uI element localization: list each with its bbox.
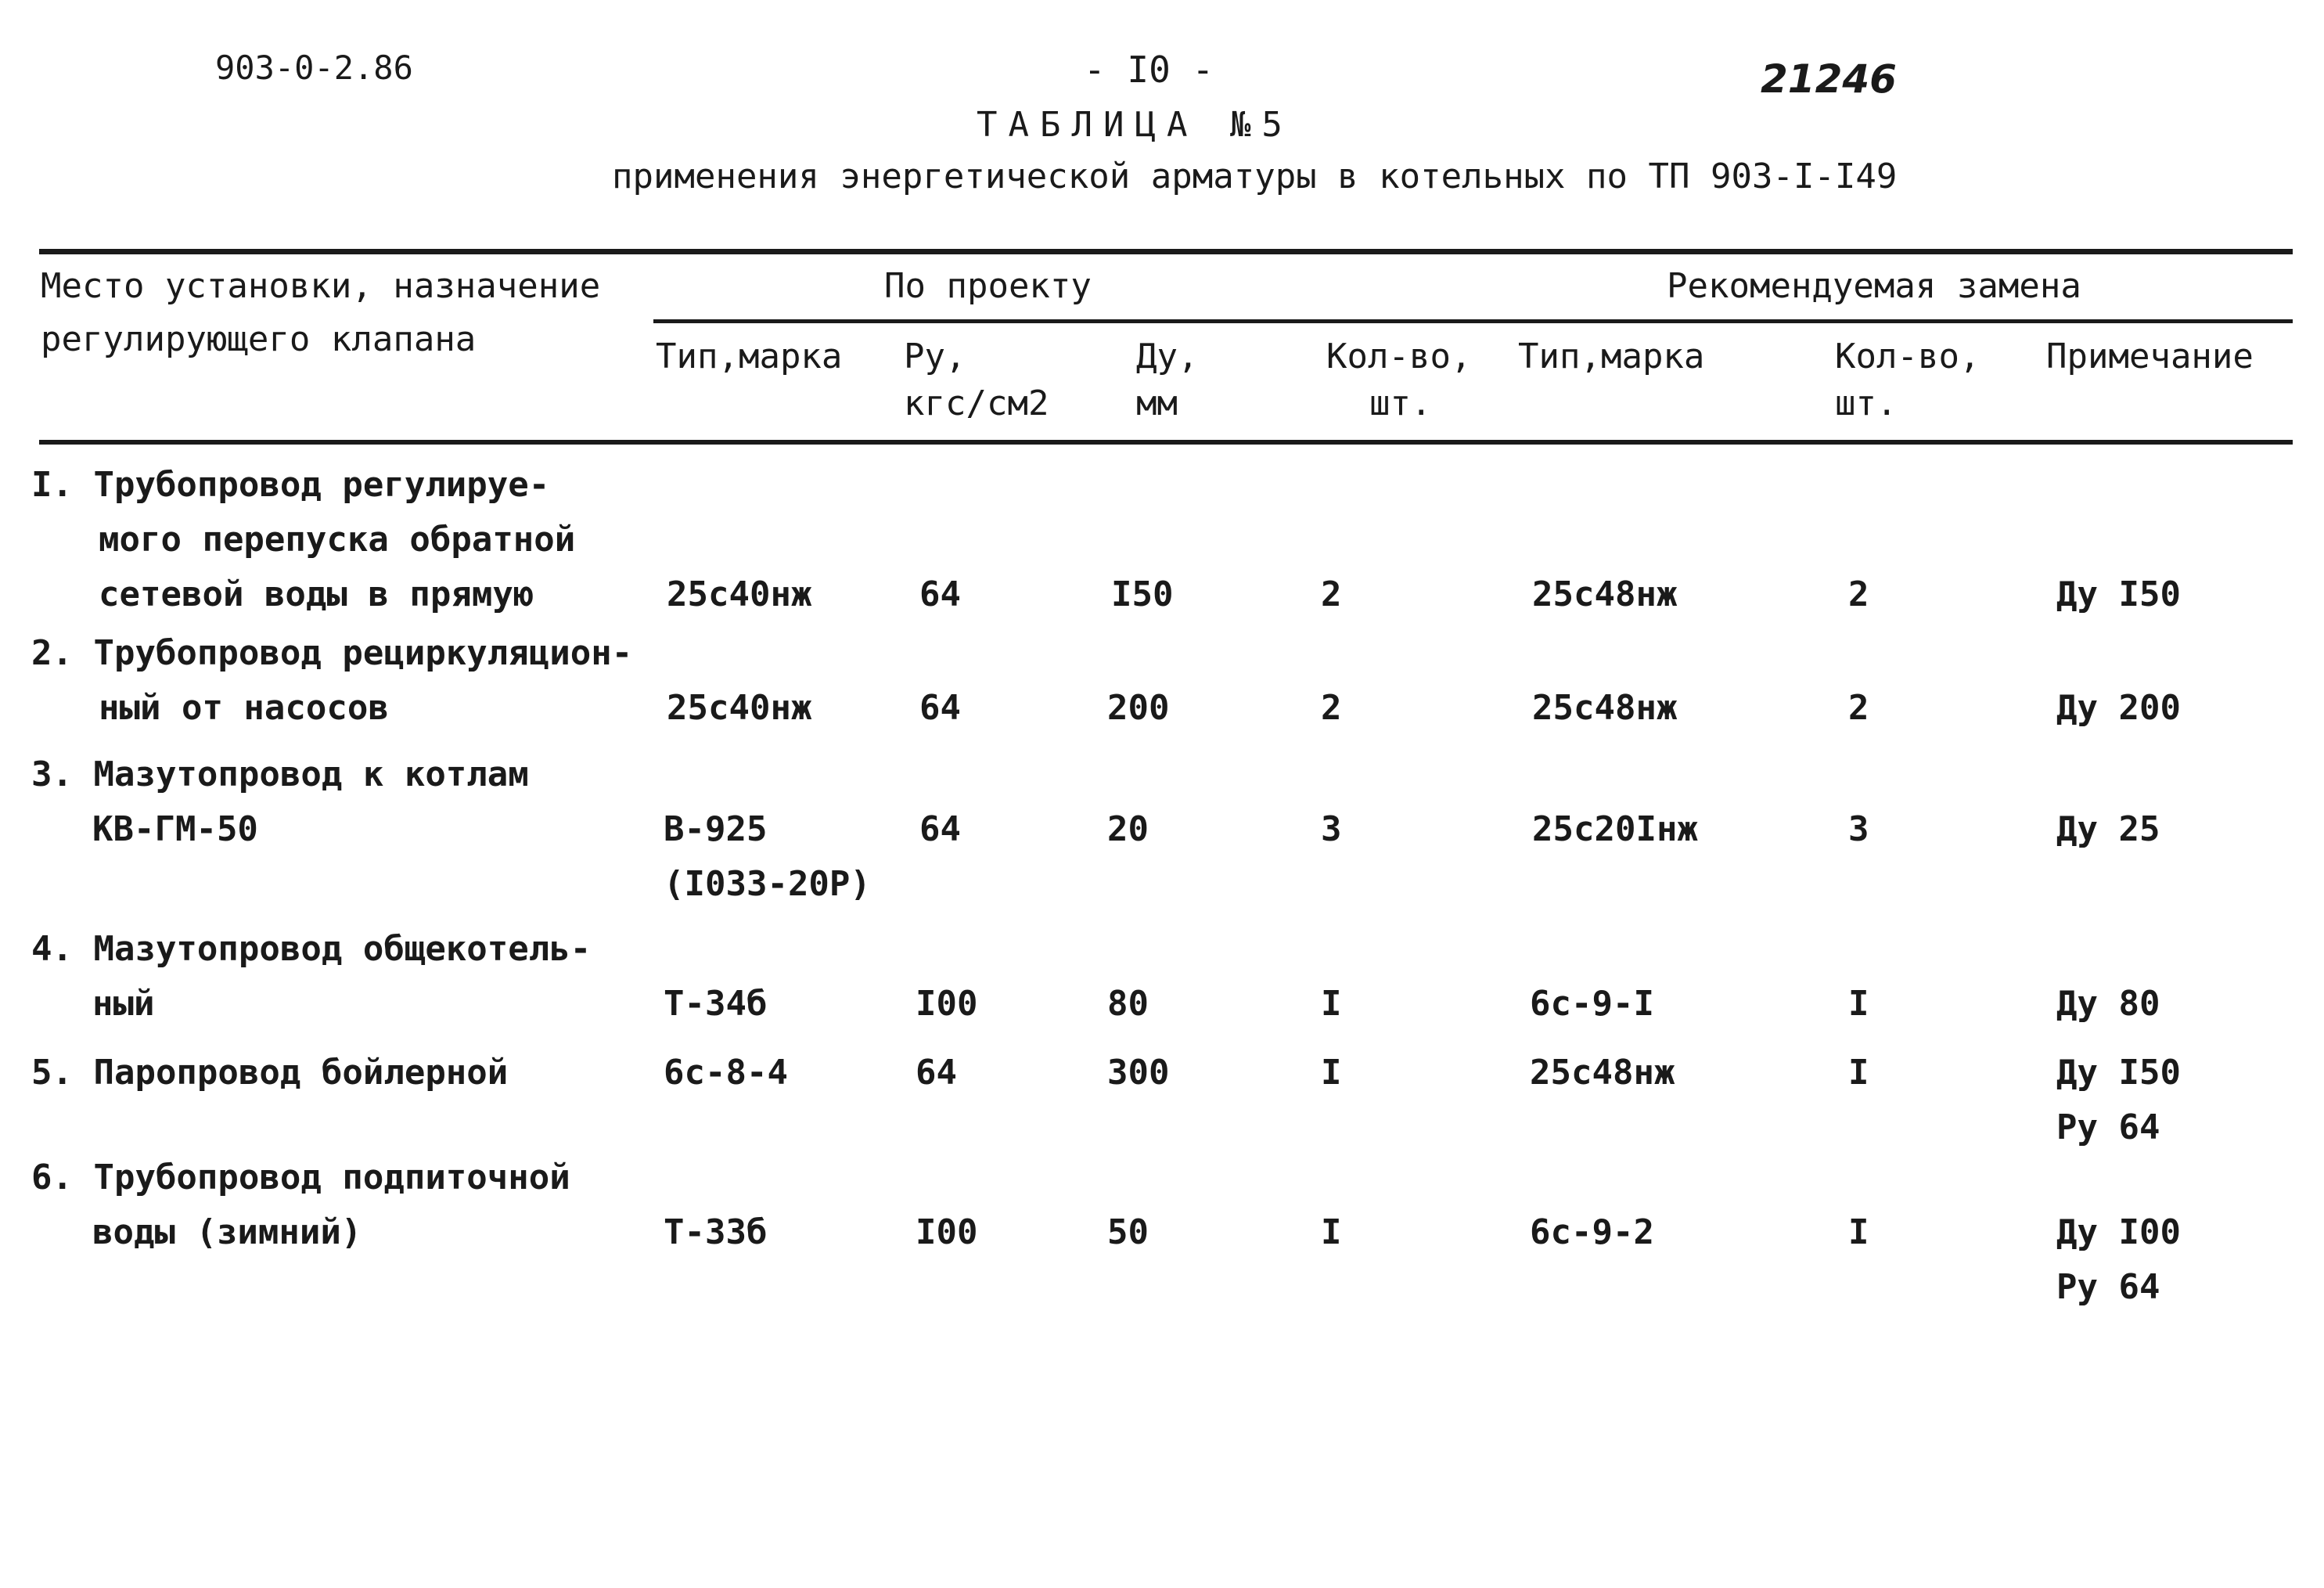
table-row-5-note: Ду I50 Ру 64 — [2056, 1053, 2181, 1147]
table-row-3-place: 3. Мазутопровод к котлам КВ-ГМ-50 — [31, 754, 529, 849]
table-row-4-type: Т-34б — [664, 984, 768, 1024]
table-row-2-rep-type: 25с48нж — [1532, 688, 1678, 728]
table-row-3-note: Ду 25 — [2056, 809, 2160, 849]
table-row-4-rep-qty: I — [1848, 984, 1869, 1024]
table-row-4-place: 4. Мазутопровод общекотель- ный — [31, 929, 592, 1024]
table-row-4-note: Ду 80 — [2056, 984, 2160, 1024]
table-title: ТАБЛИЦА №5 — [977, 105, 1293, 145]
col-group-replacement: Рекомендуемая замена — [1667, 266, 2081, 306]
col-header-type: Тип,марка — [656, 337, 843, 376]
handwritten-number: 21246 — [1761, 56, 1897, 102]
table-row-5-dy: 300 — [1107, 1053, 1170, 1093]
table-row-2-note: Ду 200 — [2056, 688, 2181, 728]
table-row-1-dy: I50 — [1111, 574, 1174, 614]
col-header-note: Примечание — [2046, 337, 2254, 376]
table-row-4-dy: 80 — [1107, 984, 1149, 1024]
col-group-project: По проекту — [884, 266, 1092, 306]
table-row-6-qty: I — [1321, 1212, 1342, 1252]
table-row-1-place: I. Трубопровод регулируе- мого перепуска обратной сетевой воды в прямую — [31, 465, 576, 614]
table-row-4-qty: I — [1321, 984, 1342, 1024]
table-row-2-rep-qty: 2 — [1848, 688, 1869, 728]
table-row-3-rep-qty: 3 — [1848, 809, 1869, 849]
table-row-5-qty: I — [1321, 1053, 1342, 1093]
table-row-6-rep-qty: I — [1848, 1212, 1869, 1252]
table-row-1-note: Ду I50 — [2056, 574, 2181, 614]
table-row-4-py: I00 — [916, 984, 978, 1024]
table-row-2-place: 2. Трубопровод рециркуляцион- ный от насосов — [31, 633, 633, 728]
table-row-2-py: 64 — [919, 688, 961, 728]
table-row-1-py: 64 — [919, 574, 961, 614]
page-number: - I0 - — [1084, 49, 1214, 91]
table-row-3-type: В-925 (I033-20Р) — [664, 809, 871, 904]
table-row-6-place: 6. Трубопровод подпиточной воды (зимний) — [31, 1158, 570, 1252]
col-header-py: Ру, кгс/см2 — [904, 337, 1049, 423]
table-row-6-rep-type: 6с-9-2 — [1530, 1212, 1654, 1252]
table-row-1-qty: 2 — [1321, 574, 1342, 614]
table-row-1-type: 25с40нж — [667, 574, 812, 614]
table-row-2-qty: 2 — [1321, 688, 1342, 728]
table-row-2-type: 25с40нж — [667, 688, 812, 728]
col-header-rep-qty: Кол-во, шт. — [1835, 337, 1980, 423]
table-row-1-rep-qty: 2 — [1848, 574, 1869, 614]
table-row-6-py: I00 — [916, 1212, 978, 1252]
col-header-rep-type: Тип,марка — [1518, 337, 1705, 376]
table-subtitle: применения энергетической арматуры в котельных по ТП 903-I-I49 — [612, 157, 1898, 196]
table-row-6-dy: 50 — [1107, 1212, 1149, 1252]
col-header-place: Место установки, назначение регулирующего клапана — [41, 266, 601, 359]
document-code: 903-0-2.86 — [215, 49, 413, 87]
table-row-1-rep-type: 25с48нж — [1532, 574, 1678, 614]
header-bottom-rule — [39, 440, 2293, 445]
col-header-qty: Кол-во, шт. — [1326, 337, 1472, 423]
table-row-6-note: Ду I00 Ру 64 — [2056, 1212, 2181, 1307]
table-row-5-place: 5. Паропровод бойлерной — [31, 1053, 509, 1093]
table-row-5-rep-qty: I — [1848, 1053, 1869, 1093]
group-header-rule — [653, 319, 2293, 323]
table-row-3-py: 64 — [919, 809, 961, 849]
table-row-3-dy: 20 — [1107, 809, 1149, 849]
table-row-5-type: 6с-8-4 — [664, 1053, 788, 1093]
table-row-5-py: 64 — [916, 1053, 957, 1093]
table-row-4-rep-type: 6с-9-I — [1530, 984, 1654, 1024]
table-row-5-rep-type: 25с48нж — [1530, 1053, 1675, 1093]
table-row-3-rep-type: 25с20Iнж — [1532, 809, 1698, 849]
table-row-3-qty: 3 — [1321, 809, 1342, 849]
col-header-dy: Ду, мм — [1136, 337, 1199, 423]
table-row-6-type: Т-33б — [664, 1212, 768, 1252]
table-row-2-dy: 200 — [1107, 688, 1170, 728]
table-top-rule — [39, 249, 2293, 254]
